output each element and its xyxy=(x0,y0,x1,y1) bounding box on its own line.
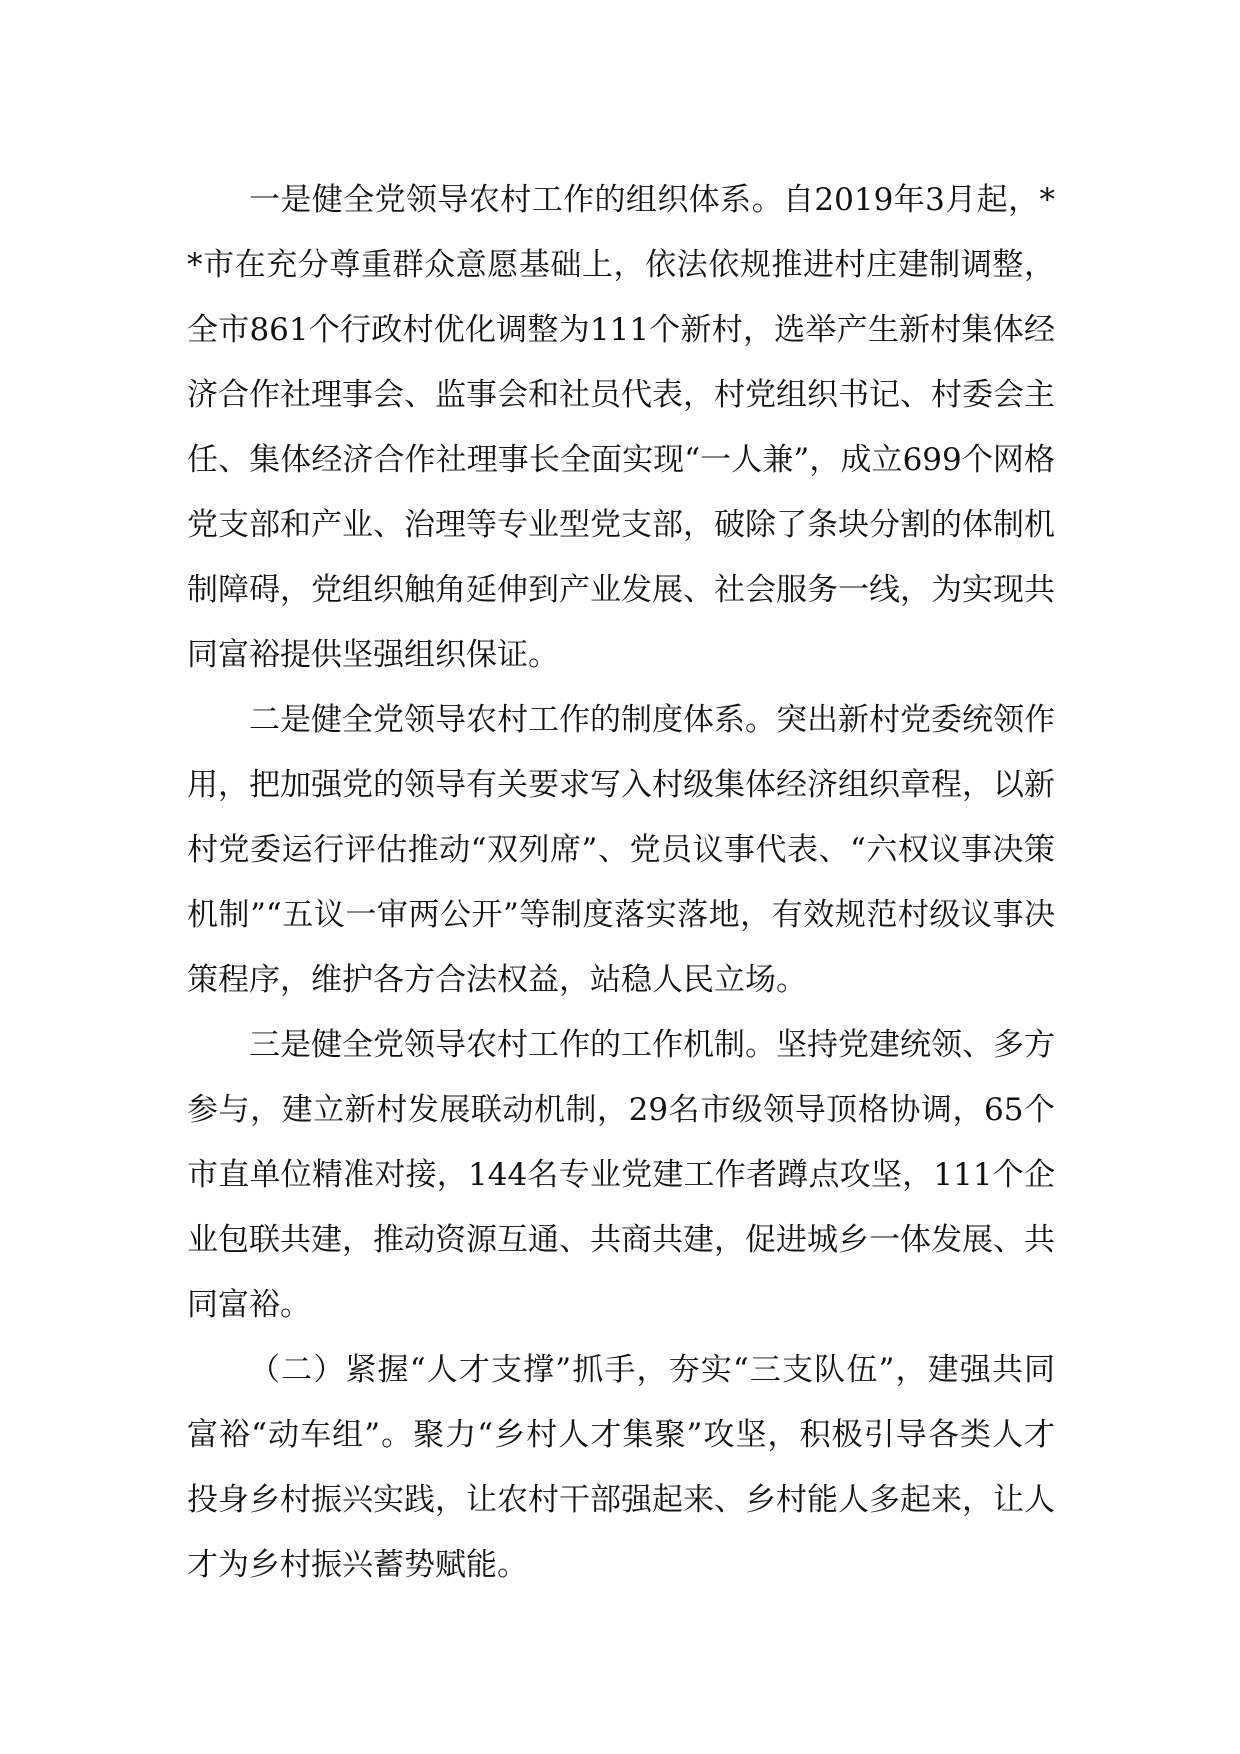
paragraph-institutional-system: 二是健全党领导农村工作的制度体系。突出新村党委统领作用，把加强党的领导有关要求写入村级集体经济组织章程，以新村党委运行评估推动“双列席”、党员议事代表、“六权议事决策机制”“五议一审两公开”等制度落实落地，有效规范村级议事决策程序，维护各方合法权益，站稳人民立场。 xyxy=(187,702,1055,998)
paragraph-talent-support: （二）紧握“人才支撑”抓手，夯实“三支队伍”，建强共同富裕“动车组”。聚力“乡村人才集聚”攻坚，积极引导各类人才投身乡村振兴实践，让农村干部强起来、乡村能人多起来，让人才为乡村振兴蓄势赋能。 xyxy=(187,1352,1055,1583)
paragraph-organization-system: 一是健全党领导农村工作的组织体系。自2019年3月起，**市在充分尊重群众意愿基础上，依法依规推进村庄建制调整，全市861个行政村优化调整为111个新村，选举产生新村集体经济合作社理事会、监事会和社员代表，村党组织书记、村委会主任、集体经济合作社理事长全面实现“一人兼”，成立699个网格党支部和产业、治理等专业型党支部，破除了条块分割的体制机制障碍，党组织触角延伸到产业发展、社会服务一线，为实现共同富裕提供坚强组织保证。 xyxy=(187,182,1055,673)
document-body xyxy=(187,168,1055,1598)
paragraph-working-mechanism: 三是健全党领导农村工作的工作机制。坚持党建统领、多方参与，建立新村发展联动机制，29名市级领导顶格协调，65个市直单位精准对接，144名专业党建工作者蹲点攻坚，111个企业包联共建，推动资源互通、共商共建，促进城乡一体发展、共同富裕。 xyxy=(187,1027,1055,1323)
